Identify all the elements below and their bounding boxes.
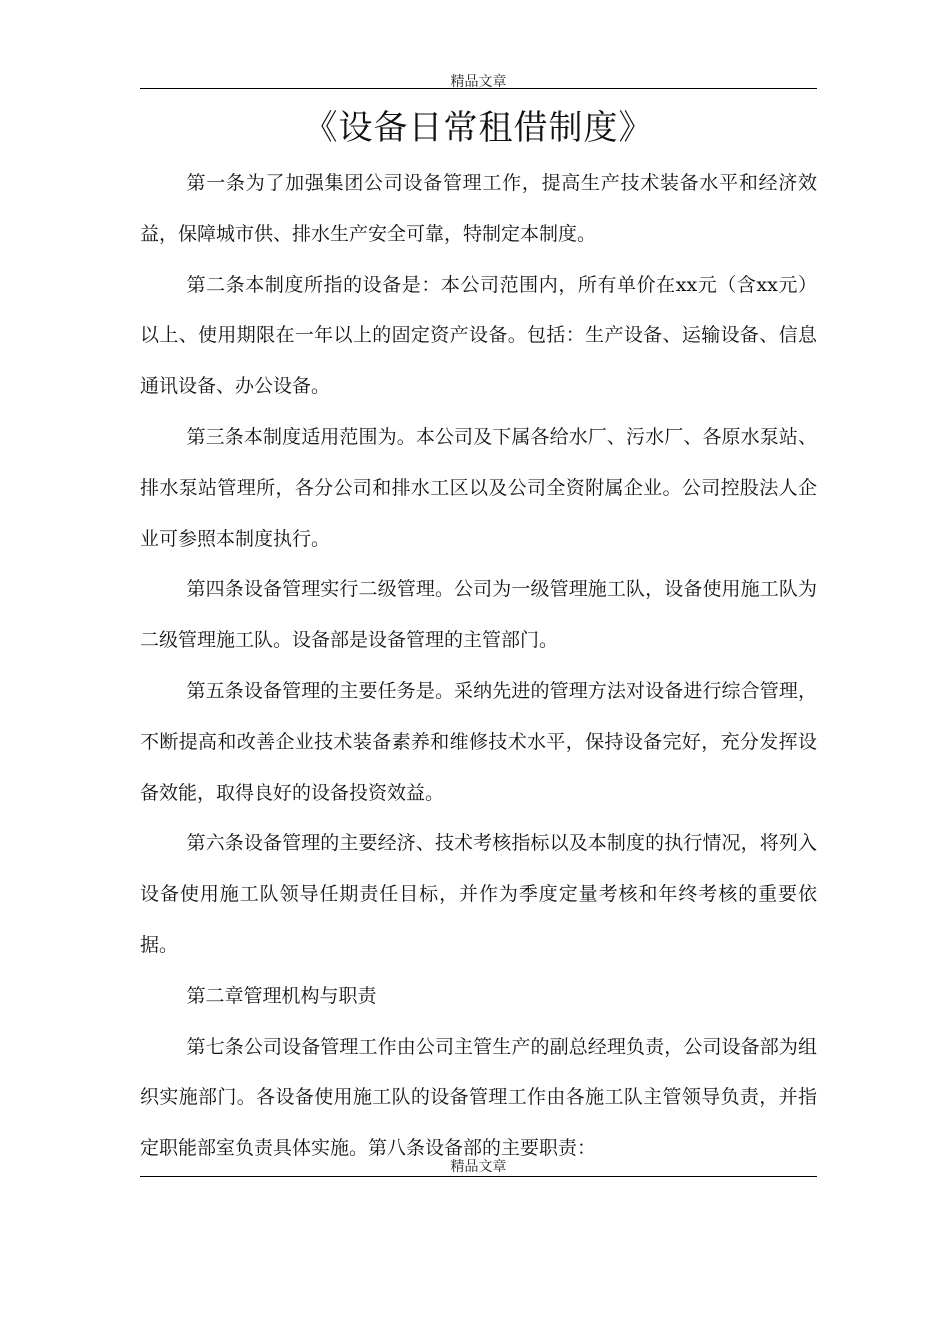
header-divider (140, 88, 817, 89)
article-7-8-paragraph: 第七条公司设备管理工作由公司主管生产的副总经理负责，公司设备部为组织实施部门。各设备使用施工队的设备管理工作由各施工队主管领导负责，并指定职能部室负责具体实施。第八条设备部的主要职责： (140, 1035, 817, 1160)
document-body (140, 158, 817, 1174)
article-3-paragraph: 第三条本制度适用范围为。本公司及下属各给水厂、污水厂、各原水泵站、排水泵站管理所，各分公司和排水工区以及公司全资附属企业。公司控股法人企业可参照本制度执行。 (140, 425, 817, 550)
article-4-paragraph: 第四条设备管理实行二级管理。公司为一级管理施工队，设备使用施工队为二级管理施工队。设备部是设备管理的主管部门。 (140, 578, 817, 652)
chapter-2-heading: 第二章管理机构与职责 (186, 984, 377, 1007)
article-5-paragraph: 第五条设备管理的主要任务是。采纳先进的管理方法对设备进行综合管理，不断提高和改善企业技术装备素养和维修技术水平，保持设备完好，充分发挥设备效能，取得良好的设备投资效益。 (140, 679, 817, 804)
article-1-paragraph: 第一条为了加强集团公司设备管理工作，提高生产技术装备水平和经济效益，保障城市供、排水生产安全可靠，特制定本制度。 (140, 172, 817, 245)
page-footer: 精品文章 (450, 1159, 507, 1175)
article-2-paragraph: 第二条本制度所指的设备是：本公司范围内，所有单价在xx元（含xx元）以上、使用期限在一年以上的固定资产设备。包括：生产设备、运输设备、信息通讯设备、办公设备。 (140, 273, 817, 398)
page-header: 精品文章 (450, 74, 507, 90)
document-title: 《设备日常租借制度》 (303, 108, 654, 148)
article-6-paragraph: 第六条设备管理的主要经济、技术考核指标以及本制度的执行情况，将列入设备使用施工队领导任期责任目标，并作为季度定量考核和年终考核的重要依据。 (140, 832, 817, 956)
footer-divider (140, 1176, 817, 1177)
